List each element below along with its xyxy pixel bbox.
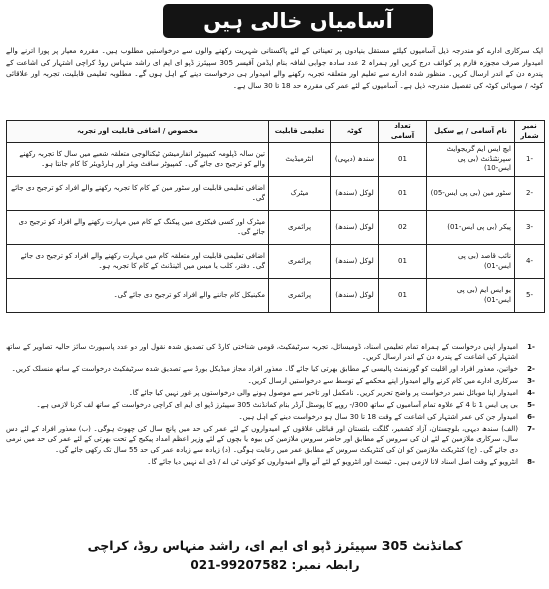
- cell-quota: سندھ (دیہی): [331, 143, 379, 177]
- cell-education: پرائمری: [269, 245, 331, 279]
- note-text: امیدوار اپنی درخواست کے ہمراہ تمام تعلیمی اسناد، ڈومیسائل، تجربہ سرٹیفکیٹ، قومی شناختی کارڈ کی تصدیق شدہ نقول اور دو عدد پاسپورٹ سائز حالیہ تصاویر کے ساتھ اشتہار کی اشاعت کے پندرہ دن کے اندر ارسال کریں۔: [6, 343, 518, 362]
- list-item: [6, 388, 544, 398]
- note-text: خواتین، معذور افراد اور اقلیت کو گورنمنٹ پالیسی کے مطابق بھرتی کیا جائے گا۔ معذور افراد مجاز میڈیکل بورڈ سے تصدیق شدہ سرٹیفکیٹ درخواست کے ساتھ منسلک کریں۔: [11, 365, 518, 374]
- header-education: تعلیمی قابلیت: [269, 121, 331, 143]
- note-number: -8: [527, 457, 535, 466]
- cell-experience: اضافی تعلیمی قابلیت اور سٹور مین کے کام کا تجربہ رکھنے والے افراد کو ترجیح دی جائے گی۔: [7, 177, 269, 211]
- cell-post: نائب قاصد (بی پی ایس-01): [427, 245, 515, 279]
- cell-count: 01: [379, 245, 427, 279]
- note-number: -4: [527, 389, 535, 398]
- table-row: [7, 245, 545, 279]
- cell-post: سٹور مین (بی پی ایس-05): [427, 177, 515, 211]
- cell-quota: لوکل (سندھ): [331, 245, 379, 279]
- note-number: -5: [527, 401, 535, 410]
- header-quota: کوٹہ: [331, 121, 379, 143]
- table-row: [7, 177, 545, 211]
- cell-experience: تین سالہ ڈپلومہ کمپیوٹر انفارمیشن ٹیکنالوجی متعلقہ شعبے میں سال کا تجربہ رکھنے والے کو ترجیح دی جائے گی۔ کمپیوٹر سافٹ ویئر اور ہارڈویئر کا کام جانتا ہو۔: [7, 143, 269, 177]
- note-text: بی پی ایس 1 تا 4 کے علاوہ تمام آسامیوں کے ساتھ 300/- روپے کا پوسٹل آرڈر بنام کمانڈنٹ 305 سپیئرز ڈپو ای ایم ای کراچی درخواست کے ساتھ لف کرنا لازمی ہے۔: [36, 401, 518, 410]
- contact-footer: [60, 536, 490, 574]
- cell-experience: اضافی تعلیمی قابلیت اور متعلقہ کام میں مہارت رکھنے والے افراد کو ترجیح دی جائے گی۔ دفتر، کلب یا میس میں اٹینڈنٹ کے کام کا تجربہ ہو۔: [7, 245, 269, 279]
- page-title: آسامیاں خالی ہیں: [163, 4, 433, 38]
- cell-post: ایچ ایس ایم گریجوایٹ سپرنٹنڈنٹ (بی پی ایس-10): [427, 143, 515, 177]
- cell-post: پیکر (بی پی ایس-01): [427, 211, 515, 245]
- note-text: سرکاری ادارے میں کام کرنے والے امیدوار اپنے محکمے کے توسط سے درخواستیں ارسال کریں۔: [247, 377, 518, 386]
- cell-serial: -1: [515, 143, 545, 177]
- phone-number: 021-99207582: [190, 558, 288, 572]
- list-item: [6, 364, 544, 374]
- note-number: -6: [527, 412, 535, 421]
- cell-education: پرائمری: [269, 211, 331, 245]
- cell-quota: لوکل (سندھ): [331, 279, 379, 313]
- note-text: امیدوار اپنا موبائل نمبر درخواست پر واضح تحریر کریں۔ نامکمل اور تاخیر سے موصول ہونے والی درخواستوں پر غور نہیں کیا جائے گا۔: [128, 389, 518, 398]
- cell-serial: -3: [515, 211, 545, 245]
- footer-address: کمانڈنٹ 305 سپیئرز ڈپو ای ایم ای، راشد منہاس روڈ، کراچی: [87, 538, 463, 553]
- note-number: -2: [527, 365, 535, 374]
- header-count: تعداد آسامی: [379, 121, 427, 143]
- cell-post: یو ایس ایم (بی پی ایس-01): [427, 279, 515, 313]
- cell-quota: لوکل (سندھ): [331, 211, 379, 245]
- list-item: [6, 376, 544, 386]
- cell-experience: میٹرک اور کسی فیکٹری میں پیکنگ کے کام میں مہارت رکھنے والے افراد کو ترجیح دی جائے گی۔: [7, 211, 269, 245]
- list-item: [6, 424, 544, 455]
- list-item: [6, 412, 544, 422]
- intro-paragraph: ایک سرکاری ادارے کو مندرجہ ذیل آسامیوں کیلئے مستقل بنیادوں پر تعیناتی کے لئے پاکستانی شہریت رکھنے والوں سے درخواستیں مطلوب ہیں۔ مقررہ معیار پر پورا اترنے والے امیدوار صرف مجوزہ فارم پر کوائف درج کریں اور ہمراہ 2 عدد سادہ جوابی لفافہ بنام ایڈمن آفیسر 305 سپیئرز ڈپو ای ایم ای راشد منہاس روڈ کراچی اشتہار کی اشاعت کے پندرہ دن کے اندر ارسال کریں۔ منظور شدہ ادارے سے تعلیم اور متعلقہ تجربہ رکھنے والے امیدوار ہی درخواست دینے کے اہل ہوں گے۔ مطلوبہ تعلیمی قابلیت، تجربہ اور علاقائی کوٹہ / صوبائی کوٹہ کی تفصیل مندرجہ ذیل ہے۔ آسامیوں کے لئے عمر کی مقررہ حد 18 تا 30 سال ہے۔: [6, 46, 544, 90]
- footer-phone-line: [60, 556, 490, 574]
- cell-quota: لوکل (سندھ): [331, 177, 379, 211]
- table-row: [7, 279, 545, 313]
- list-item: [6, 342, 544, 363]
- note-number: -1: [527, 343, 535, 351]
- vacancies-table: [6, 120, 545, 313]
- header-serial: نمبر شمار: [515, 121, 545, 143]
- phone-label: رابطہ نمبر:: [291, 558, 360, 572]
- cell-count: 01: [379, 143, 427, 177]
- list-item: [6, 457, 544, 467]
- cell-serial: -4: [515, 245, 545, 279]
- header-experience: مخصوص / اضافی قابلیت اور تجربہ: [7, 121, 269, 143]
- cell-experience: مکینیکل کام جاننے والے افراد کو ترجیح دی جائے گی۔: [7, 279, 269, 313]
- cell-count: 01: [379, 177, 427, 211]
- note-text: (الف) سندھ دیہی، بلوچستان، آزاد کشمیر، گلگت بلتستان اور قبائلی علاقوں کے امیدواروں کے لئے عمر کی حد میں پانچ سال کی چھوٹ ہوگی۔ (ب) معذور افراد کے لئے دس سال، سرکاری ملازمین کے لئے ان کی سروس کے مطابق اور حاضر سروس ملازمین کی بیوہ یا بچوں کے لئے وزیر اعظم امداد پیکیج کے تحت بھرتی کے لئے عمر کی حد میں نرمی دی جائے گی۔ (ج) کنٹریکٹ ملازمین کو ان کی کنٹریکٹ سروس کے مطابق عمر میں رعایت ہوگی۔ (د) زیادہ سے زیادہ عمر کی حد 55 سال تک رکھی جائے گی۔: [6, 424, 518, 454]
- cell-education: پرائمری: [269, 279, 331, 313]
- cell-count: 02: [379, 211, 427, 245]
- cell-education: انٹرمیڈیٹ: [269, 143, 331, 177]
- list-item: [6, 400, 544, 410]
- table-row: [7, 211, 545, 245]
- cell-serial: -5: [515, 279, 545, 313]
- note-text: انٹرویو کے وقت اصل اسناد لانا لازمی ہیں۔ ٹیسٹ اور انٹرویو کے لئے آنے والے امیدواروں کو کوئی ٹی اے / ڈی اے نہیں دیا جائے گا۔: [147, 457, 518, 466]
- cell-education: میٹرک: [269, 177, 331, 211]
- cell-serial: -2: [515, 177, 545, 211]
- header-post: نام آسامی / پے سکیل: [427, 121, 515, 143]
- note-number: -7: [527, 424, 535, 433]
- table-row: [7, 143, 545, 177]
- instructions-list: [6, 342, 544, 468]
- note-number: -3: [527, 377, 535, 386]
- cell-count: 01: [379, 279, 427, 313]
- note-text: امیدوار جن کی عمر اشتہار کی اشاعت کے وقت 18 تا 30 سال ہو درخواست دینے کے اہل ہیں۔: [238, 412, 518, 421]
- table-header-row: [7, 121, 545, 143]
